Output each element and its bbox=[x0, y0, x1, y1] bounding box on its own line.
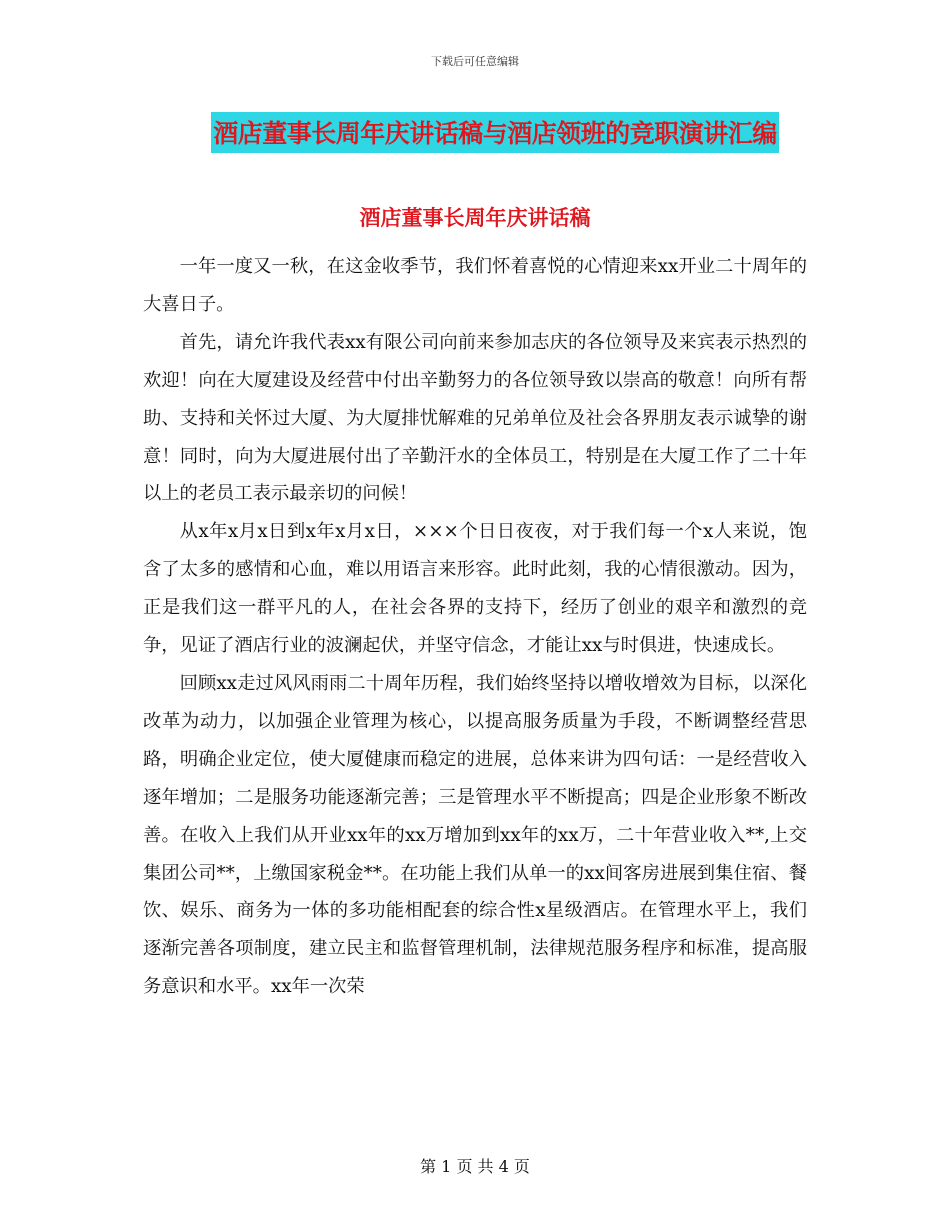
paragraph: 一年一度又一秋，在这金收季节，我们怀着喜悦的心情迎来xx开业二十周年的大喜日子。 bbox=[143, 256, 807, 315]
document-title: 酒店董事长周年庆讲话稿与酒店领班的竞职演讲汇编 bbox=[211, 112, 779, 153]
header-note: 下载后可任意编辑 bbox=[431, 55, 519, 68]
page-footer: 第 1 页 共 4 页 bbox=[420, 1157, 530, 1176]
paragraph: 首先，请允许我代表xx有限公司向前来参加志庆的各位领导及来宾表示热烈的欢迎！向在大厦建设及经营中付出辛勤努力的各位领导致以崇高的敬意！向所有帮助、支持和关怀过大厦、为大厦排忧解难的兄弟单位及社会各界朋友表示诚挚的谢意！同时，向为大厦进展付出了辛勤汗水的全体员工，特别是在大厦工作了二十年以上的老员工表示最亲切的问候！ bbox=[143, 331, 807, 505]
document-body bbox=[143, 248, 807, 1006]
paragraph: 回顾xx走过风风雨雨二十周年历程，我们始终坚持以增收增效为目标，以深化改革为动力，以加强企业管理为核心，以提高服务质量为手段，不断调整经营思路，明确企业定位，使大厦健康而稳定的进展，总体来讲为四句话：一是经营收入逐年增加；二是服务功能逐渐完善；三是管理水平不断提高；四是企业形象不断改善。在收入上我们从开业xx年的xx万增加到xx年的xx万，二十年营业收入**,上交集团公司**，上缴国家税金**。在功能上我们从单一的xx间客房进展到集住宿、餐饮、娱乐、商务为一体的多功能相配套的综合性x星级酒店。在管理水平上，我们逐渐完善各项制度，建立民主和监督管理机制，法律规范服务程序和标准，提高服务意识和水平。xx年一次荣 bbox=[143, 672, 807, 998]
main-title-container bbox=[0, 112, 950, 153]
paragraph: 从x年x月x日到x年x月x日，×××个日日夜夜，对于我们每一个x人来说，饱含了太多的感情和心血，难以用语言来形容。此时此刻，我的心情很激动。因为，正是我们这一群平凡的人，在社会各界的支持下，经历了创业的艰辛和激烈的竞争，见证了酒店行业的波澜起伏，并坚守信念，才能让xx与时俱进，快速成长。 bbox=[143, 521, 807, 657]
section-title: 酒店董事长周年庆讲话稿 bbox=[359, 205, 591, 230]
